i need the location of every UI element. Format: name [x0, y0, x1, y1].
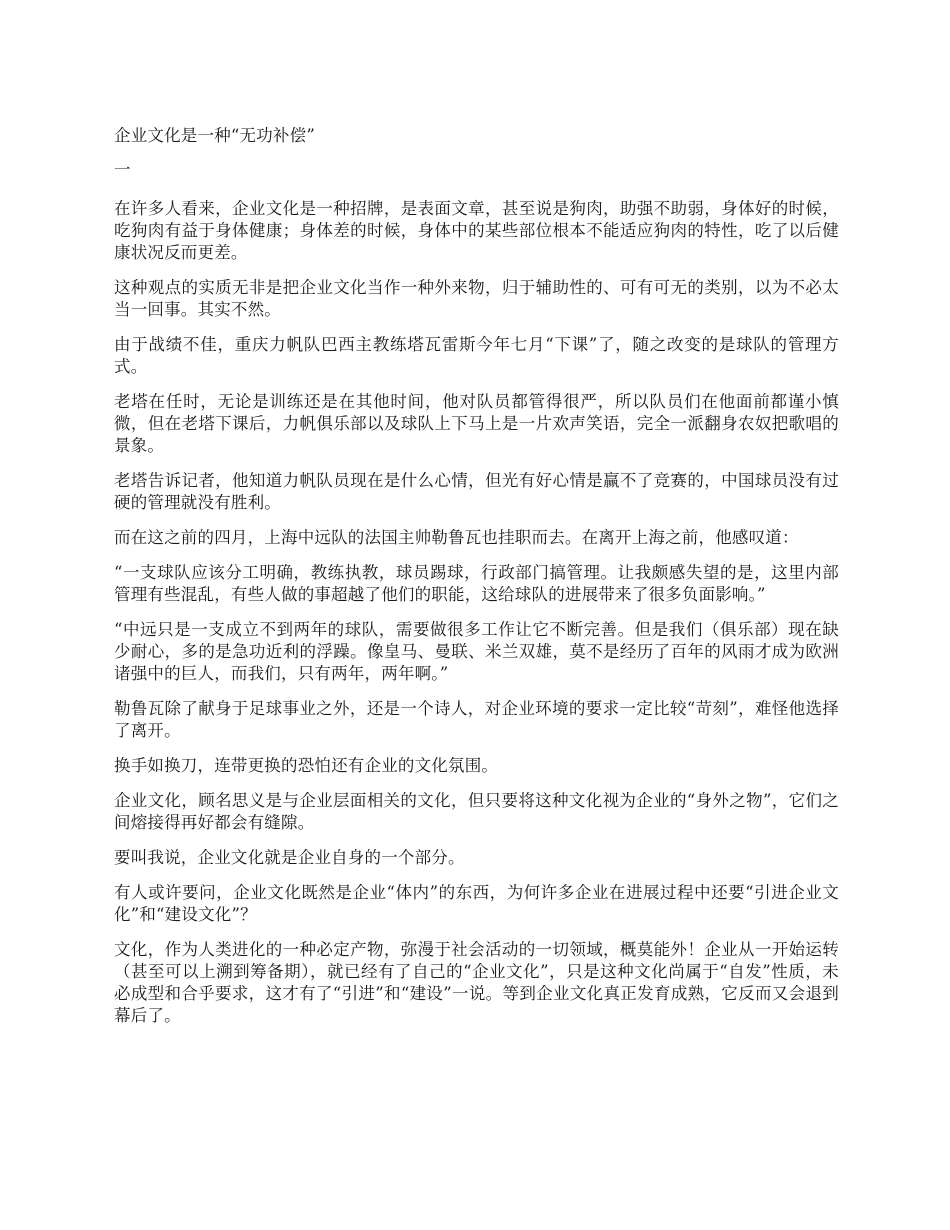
paragraph: 文化，作为人类进化的一种必定产物，弥漫于社会活动的一切领域，概莫能外！企业从一开始运转（甚至可以上溯到筹备期），就已经有了自己的“企业文化”，只是这种文化尚属于“自发”性质，未必成型和合乎要求，这才有了“引进”和“建设”一说。等到企业文化真正发育成熟，它反而又会退到幕后了。 — [114, 940, 839, 1025]
paragraph: “一支球队应该分工明确，教练执教，球员踢球，行政部门搞管理。让我颇感失望的是，这里内部管理有些混乱，有些人做的事超越了他们的职能，这给球队的进展带来了很多负面影响。” — [114, 563, 839, 604]
paragraph: 有人或许要问，企业文化既然是企业“体内”的东西，为何许多企业在进展过程中还要“引进企业文化”和“建设文化”？ — [114, 883, 839, 924]
document-title: 企业文化是一种“无功补偿” — [114, 126, 315, 145]
paragraph: 在许多人看来，企业文化是一种招牌，是表面文章，甚至说是狗肉，助强不助弱，身体好的时候，吃狗肉有益于身体健康；身体差的时候，身体中的某些部位根本不能适应狗肉的特性，吃了以后健康状况反而更差。 — [114, 199, 839, 262]
document-page — [114, 125, 839, 1040]
paragraph: “中远只是一支成立不到两年的球队，需要做很多工作让它不断完善。但是我们（俱乐部）现在缺少耐心，多的是急功近利的浮躁。像皇马、曼联、米兰双雄，莫不是经历了百年的风雨才成为欧洲诸强中的巨人，而我们，只有两年，两年啊。” — [114, 620, 839, 683]
paragraph: 这种观点的实质无非是把企业文化当作一种外来物，归于辅助性的、可有可无的类别，以为不必太当一回事。其实不然。 — [114, 278, 839, 319]
paragraph: 而在这之前的四月，上海中远队的法国主帅勒鲁瓦也挂职而去。在离开上海之前，他感叹道： — [114, 528, 799, 547]
paragraph: 企业文化，顾名思义是与企业层面相关的文化，但只要将这种文化视为企业的“身外之物”，它们之间熔接得再好都会有缝隙。 — [114, 791, 839, 832]
section-marker: 一 — [114, 160, 131, 179]
paragraph: 换手如换刀，连带更换的恐怕还有企业的文化氛围。 — [114, 756, 499, 775]
paragraph: 老塔在任时，无论是训练还是在其他时间，他对队员都管得很严，所以队员们在他面前都谨小慎微，但在老塔下课后，力帆俱乐部以及球队上下马上是一片欢声笑语，完全一派翻身农奴把歌唱的景象。 — [114, 392, 839, 455]
paragraph: 老塔告诉记者，他知道力帆队员现在是什么心情，但光有好心情是赢不了竞赛的，中国球员没有过硬的管理就没有胜利。 — [114, 471, 839, 512]
paragraph: 勒鲁瓦除了献身于足球事业之外，还是一个诗人，对企业环境的要求一定比较“苛刻”，难怪他选择了离开。 — [114, 699, 839, 740]
paragraph: 由于战绩不佳，重庆力帆队巴西主教练塔瓦雷斯今年七月“下课”了，随之改变的是球队的管理方式。 — [114, 335, 839, 376]
paragraph: 要叫我说，企业文化就是企业自身的一个部分。 — [114, 848, 465, 867]
document-body — [114, 198, 839, 1027]
